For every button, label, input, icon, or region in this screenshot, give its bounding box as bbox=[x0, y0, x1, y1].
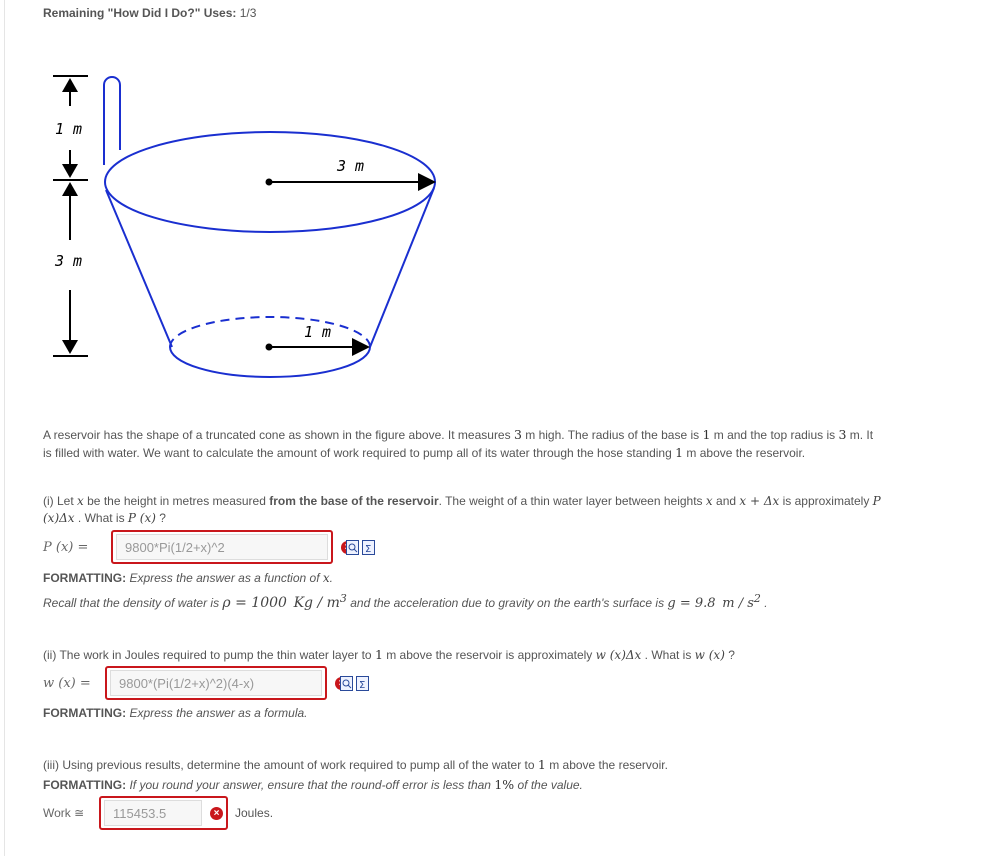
part1-question: (i) Let x be the height in metres measured from the base of the reservoir. The weight of a thin water layer between heights x and x + Δx is approximately P (x)Δx . What is P (x) ? bbox=[43, 494, 881, 525]
part1-answer-row bbox=[43, 530, 375, 564]
part2-label: w (x) = bbox=[43, 675, 91, 691]
svg-text:Σ: Σ bbox=[365, 543, 372, 554]
body-height-label: 3 m bbox=[55, 252, 83, 270]
base-radius-label: 1 m bbox=[304, 323, 332, 341]
left-border bbox=[0, 0, 5, 856]
part3-answer-row bbox=[43, 796, 273, 830]
uses-remaining bbox=[43, 6, 256, 20]
part3-answer-box bbox=[99, 796, 228, 830]
part3-formatting: FORMATTING: If you round your answer, ensure that the round-off error is less than 1% of the value. bbox=[43, 777, 583, 792]
top-radius-label: 3 m bbox=[337, 157, 365, 175]
part1-label: P (x) = bbox=[43, 539, 89, 555]
equation-preview-icon[interactable] bbox=[340, 676, 353, 691]
incorrect-icon: × bbox=[210, 807, 223, 820]
part1-recall: Recall that the density of water is ρ = 1000 Kg / $m^3$ and the acceleration due to gravity on the earth's surface is g = 9.8 m / $s^2$ . bbox=[43, 592, 768, 611]
equation-editor-icon[interactable] bbox=[362, 540, 375, 555]
part1-answer-input[interactable]: 9800*Pi(1/2+x)^2 bbox=[116, 534, 328, 560]
part2-answer-row bbox=[43, 666, 369, 700]
joules-unit: Joules. bbox=[235, 806, 274, 820]
part1-answer-box bbox=[111, 530, 333, 564]
equation-editor-icon[interactable] bbox=[356, 676, 369, 691]
part1-formatting: FORMATTING: Express the answer as a function of x. bbox=[43, 571, 333, 585]
uses-value: 1/3 bbox=[239, 6, 257, 20]
part2-formatting: FORMATTING: Express the answer as a formula. bbox=[43, 706, 308, 720]
top-height-label: 1 m bbox=[55, 120, 83, 138]
svg-text:Σ: Σ bbox=[359, 679, 366, 690]
part2-question: (ii) The work in Joules required to pump the thin water layer to 1 m above the reservoir is approximately w (x)Δx . What is w (x) ? bbox=[43, 647, 735, 662]
hose-shape bbox=[104, 77, 120, 165]
uses-label: Remaining "How Did I Do?" Uses: bbox=[43, 6, 237, 20]
work-label: Work ≅ bbox=[43, 806, 85, 820]
problem-statement: A reservoir has the shape of a truncated cone as shown in the figure above. It measures 3 m high. The radius of the base is 1 m and the top radius is 3 m. It is filled with water. We want to calculate the amount of work required to pump all of its water through the hose standing 1 m above the reservoir. bbox=[43, 427, 874, 460]
part3-question: (iii) Using previous results, determine the amount of work required to pump all of the water to 1 m above the reservoir. bbox=[43, 757, 668, 772]
part2-answer-input[interactable]: 9800*(Pi(1/2+x)^2)(4-x) bbox=[110, 670, 322, 696]
reservoir-figure bbox=[40, 60, 460, 390]
part2-answer-box bbox=[105, 666, 327, 700]
part3-answer-input[interactable]: 115453.5 bbox=[104, 800, 202, 826]
equation-preview-icon[interactable] bbox=[346, 540, 359, 555]
